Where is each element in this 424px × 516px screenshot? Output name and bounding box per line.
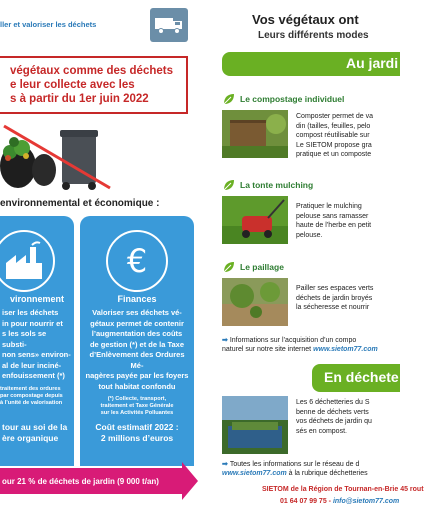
crossed-out-bins-image [0,118,114,192]
compost-photo [222,110,288,158]
compost-text-line: Le SIETOM propose gra [296,141,372,149]
compost-text-line: din (tailles, feuilles, pelo [296,122,371,130]
mulch-text-line: haute de l’herbe en petit [296,222,372,229]
mulching-mower-photo [222,196,288,244]
finances-card-title: Finances [117,294,157,304]
fin-body-line: de gestion (*) et de la Taxe [89,339,185,349]
fin-note-line: (*) Collecte, transport, [107,396,167,402]
dechetterie-info-line2b: à la rubrique déchetteries [286,470,368,477]
fin-body-line: d’Enlèvement des Ordures Mé- [89,350,185,370]
right-subtitle: Leurs différents modes [258,30,369,41]
env-note-line: à l’unité de valorisation [0,400,63,406]
compost-subhead-text: Le compostage individuel [240,94,345,104]
env-stat-line: tour au soi de la [2,422,68,432]
paillage-text-line: Pailler ses espaces verts [296,285,374,292]
finances-card-body [80,308,194,392]
compost-text-line: compost réutilisable sur [296,132,370,139]
compost-text [296,112,373,160]
compost-text-line: Composter permet de va [296,113,374,120]
mulch-text-line: pelouse. [296,231,323,239]
arrow-banner-text: our 21 % de déchets de jardin (9 000 t/an) [2,476,159,486]
finances-card [80,216,194,466]
footer-email-link[interactable]: info@sietom77.com [332,498,400,505]
environment-card-note [0,386,74,407]
paillage-subhead-text: Le paillage [240,262,284,272]
fin-body-line: nagères payée par les foyers [85,371,189,380]
paillage-text-line: la sécheresse et nourrir [296,304,370,311]
compost-info [222,336,378,354]
mulch-subhead [222,178,313,192]
fin-body-line: tout habitat confondu [98,381,176,391]
compost-info-line2a: naturel sur notre site internet [222,346,314,353]
left-panel [0,0,200,516]
dechetterie-text-line: sés en compost. [296,427,347,435]
environment-card-title: vironnement [9,294,64,304]
website-link[interactable]: www.sietom77.com [222,470,287,477]
mulched-garden-photo [222,278,288,326]
dechetterie-text-line: Les 6 déchetteries du S [296,399,370,406]
mulch-text [296,202,371,240]
arrow-right-icon: ➡ [222,461,230,468]
garden-banner [222,52,400,76]
compost-subhead [222,92,344,106]
env-note-line: par compostage depuis [0,393,63,399]
dechetterie-text-line: vos déchets de jardin qu [296,418,372,425]
environment-card-stat [0,422,74,444]
svg-text:€: € [126,242,148,280]
top-link-text: ller et valoriser les déchets [0,20,97,29]
headline-line-3: s à partir du 1er juin 2022 [10,93,149,105]
mulch-text-line: Pratiquer le mulching [296,203,362,210]
section-title: environnemental et économique : [0,198,160,209]
dechetterie-banner-text: En déchete [324,369,399,385]
environment-card [0,216,74,466]
fin-stat-line: Coût estimatif 2022 : [95,422,179,432]
right-panel [200,0,424,516]
dechetterie-photo [222,396,288,454]
paillage-text [296,284,373,313]
footer-phone: 01 64 07 99 75 - [280,498,333,505]
finances-card-stat [80,422,194,444]
footer-address: SIETOM de la Région de Tournan-en-Brie 45 rout [262,486,424,493]
env-body-line: iser les déchets [2,308,59,317]
right-title: Vos végétaux ont [252,12,359,27]
compost-text-line: pratique et un composte [296,151,372,158]
arrow-right-icon: ➡ [222,337,230,344]
compost-info-line1: Informations sur l’acquisition d’un compo [229,337,357,344]
fin-stat-line: 2 millions d’euros [100,433,174,443]
fin-note-line: traitement et Taxe Générale [100,403,174,409]
fin-note-line: sur les Activités Polluantes [100,410,174,416]
mulch-text-line: pelouse sans ramasser [296,212,369,220]
env-stat-line: ère organique [2,433,59,443]
fin-body-line: l’augmentation des coûts [91,329,183,338]
paillage-text-line: déchets de jardin broyés [296,294,373,302]
factory-icon [0,230,55,292]
paillage-subhead [222,260,284,274]
env-note-line: traitement des ordures [0,386,61,392]
headline-line-1: végétaux comme des déchets [10,65,173,77]
dechetterie-info [222,460,368,478]
garbage-truck-icon [150,8,188,42]
env-body-line: non sens» environ- [2,350,71,359]
env-body-line: s les sols se substi- [2,329,47,349]
leaf-icon [222,178,236,192]
leaf-icon [222,92,236,106]
headline-line-2: e leur collecte avec les [10,79,135,91]
dechetterie-banner [312,364,400,392]
garden-banner-text: Au jardi [346,55,399,71]
mulch-subhead-text: La tonte mulching [240,180,314,190]
finances-card-note [80,396,194,417]
env-body-line: al de leur inciné- [2,360,62,370]
leaf-icon [222,260,236,274]
env-body-line: in pour nourrir et [2,318,63,328]
footer-contact [280,498,399,505]
dechetterie-text-line: benne de déchets verts [296,408,369,416]
fin-body-line: gétaux permet de contenir [90,318,184,328]
env-body-line: enfouissement (*) [2,371,65,380]
headline-box [0,56,188,114]
environment-card-body [0,308,74,382]
dechetterie-info-line1: Toutes les informations sur le réseau de d [229,461,360,468]
website-link[interactable]: www.sietom77.com [313,346,378,353]
euro-icon [106,230,168,292]
dechetterie-text [296,398,372,436]
fin-body-line: Valoriser ses déchets vé- [92,308,182,317]
